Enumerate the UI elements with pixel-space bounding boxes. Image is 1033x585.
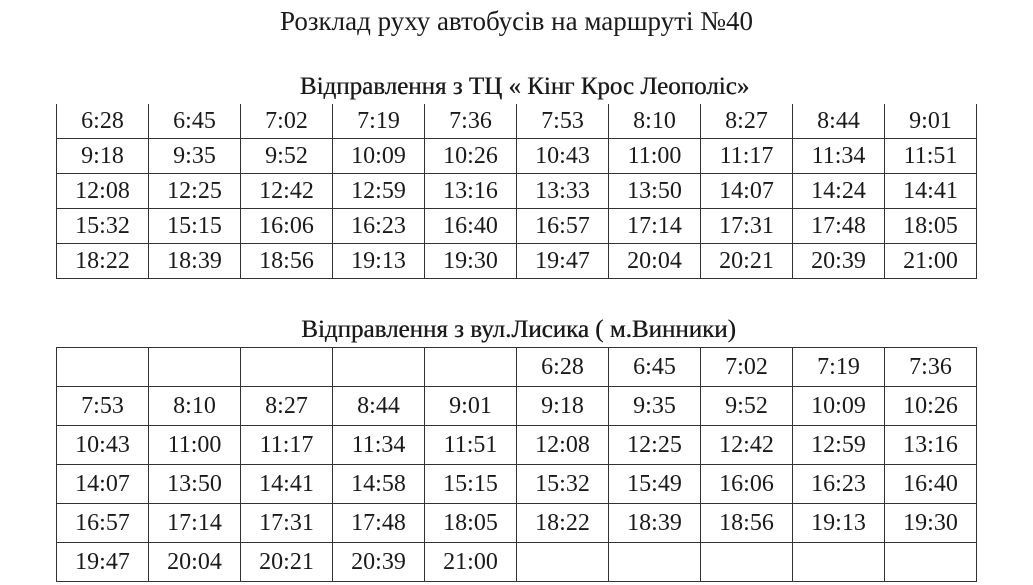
time-cell: 14:07 [57, 465, 149, 504]
time-cell: 13:50 [609, 174, 701, 209]
section2-heading: Відправлення з вул.Лисика ( м.Винники) [301, 316, 736, 343]
time-cell: 19:47 [517, 244, 609, 279]
time-cell: 17:14 [149, 504, 241, 543]
time-cell: 9:35 [609, 387, 701, 426]
time-cell: 19:30 [885, 504, 977, 543]
time-cell: 20:04 [609, 244, 701, 279]
time-cell: 18:05 [425, 504, 517, 543]
time-cell [885, 543, 977, 582]
time-cell: 9:18 [517, 387, 609, 426]
time-cell: 18:39 [609, 504, 701, 543]
page-title: Розклад руху автобусів на маршруті №40 [280, 6, 753, 36]
time-cell: 13:50 [149, 465, 241, 504]
time-cell: 9:01 [885, 104, 977, 139]
time-cell: 12:25 [149, 174, 241, 209]
schedule-table-section2 [56, 347, 977, 582]
time-cell: 10:43 [57, 426, 149, 465]
time-cell: 15:32 [57, 209, 149, 244]
table-row [57, 543, 977, 582]
time-cell: 18:56 [241, 244, 333, 279]
time-cell: 11:00 [149, 426, 241, 465]
time-cell: 13:16 [885, 426, 977, 465]
time-cell [793, 543, 885, 582]
time-cell: 8:44 [333, 387, 425, 426]
time-cell [425, 348, 517, 387]
time-cell: 21:00 [425, 543, 517, 582]
time-cell: 18:56 [701, 504, 793, 543]
time-cell [701, 543, 793, 582]
time-cell: 10:26 [885, 387, 977, 426]
time-cell: 7:02 [701, 348, 793, 387]
time-cell: 8:10 [609, 104, 701, 139]
time-cell: 11:00 [609, 139, 701, 174]
time-cell: 8:27 [241, 387, 333, 426]
time-cell: 10:43 [517, 139, 609, 174]
time-cell: 21:00 [885, 244, 977, 279]
table-row [57, 426, 977, 465]
time-cell: 6:28 [517, 348, 609, 387]
time-cell: 6:28 [57, 104, 149, 139]
time-cell: 15:32 [517, 465, 609, 504]
time-cell [609, 543, 701, 582]
time-cell: 15:49 [609, 465, 701, 504]
time-cell: 16:40 [425, 209, 517, 244]
time-cell: 12:59 [333, 174, 425, 209]
time-cell: 19:13 [793, 504, 885, 543]
time-cell: 16:23 [333, 209, 425, 244]
time-cell: 12:25 [609, 426, 701, 465]
time-cell: 18:39 [149, 244, 241, 279]
time-cell: 7:19 [333, 104, 425, 139]
table-row [57, 465, 977, 504]
time-cell: 20:39 [793, 244, 885, 279]
time-cell: 9:52 [701, 387, 793, 426]
time-cell: 17:31 [241, 504, 333, 543]
time-cell [241, 348, 333, 387]
time-cell: 7:36 [425, 104, 517, 139]
time-cell: 20:21 [241, 543, 333, 582]
table-row [57, 174, 977, 209]
time-cell: 8:27 [701, 104, 793, 139]
time-cell: 20:04 [149, 543, 241, 582]
schedule-table-section1 [56, 104, 977, 279]
time-cell: 15:15 [149, 209, 241, 244]
time-cell: 10:26 [425, 139, 517, 174]
time-cell: 10:09 [333, 139, 425, 174]
time-cell: 11:34 [333, 426, 425, 465]
time-cell: 9:35 [149, 139, 241, 174]
table-row [57, 139, 977, 174]
time-cell: 16:57 [57, 504, 149, 543]
time-cell: 12:08 [517, 426, 609, 465]
time-cell: 19:13 [333, 244, 425, 279]
time-cell: 16:06 [701, 465, 793, 504]
table-row [57, 244, 977, 279]
time-cell: 7:19 [793, 348, 885, 387]
time-cell [517, 543, 609, 582]
time-cell: 14:41 [241, 465, 333, 504]
time-cell: 11:17 [241, 426, 333, 465]
table-row [57, 348, 977, 387]
table-row [57, 209, 977, 244]
time-cell: 16:40 [885, 465, 977, 504]
time-cell: 18:22 [517, 504, 609, 543]
time-cell: 12:42 [701, 426, 793, 465]
time-cell: 6:45 [149, 104, 241, 139]
time-cell [149, 348, 241, 387]
time-cell: 11:17 [701, 139, 793, 174]
time-cell: 8:10 [149, 387, 241, 426]
time-cell: 17:14 [609, 209, 701, 244]
time-cell: 7:02 [241, 104, 333, 139]
time-cell: 12:42 [241, 174, 333, 209]
time-cell: 7:53 [517, 104, 609, 139]
section1-heading: Відправлення з ТЦ « Кінг Крос Леополіс» [299, 73, 750, 100]
time-cell: 17:48 [333, 504, 425, 543]
time-cell: 11:51 [425, 426, 517, 465]
time-cell: 14:41 [885, 174, 977, 209]
time-cell: 19:30 [425, 244, 517, 279]
time-cell: 17:48 [793, 209, 885, 244]
time-cell: 11:34 [793, 139, 885, 174]
time-cell: 11:51 [885, 139, 977, 174]
time-cell: 17:31 [701, 209, 793, 244]
time-cell [333, 348, 425, 387]
table-row [57, 504, 977, 543]
time-cell: 14:07 [701, 174, 793, 209]
time-cell: 9:18 [57, 139, 149, 174]
time-cell: 14:24 [793, 174, 885, 209]
time-cell: 13:16 [425, 174, 517, 209]
time-cell: 20:39 [333, 543, 425, 582]
time-cell: 7:53 [57, 387, 149, 426]
time-cell: 9:52 [241, 139, 333, 174]
time-cell: 16:57 [517, 209, 609, 244]
time-cell: 13:33 [517, 174, 609, 209]
table-row [57, 104, 977, 139]
time-cell: 19:47 [57, 543, 149, 582]
time-cell: 18:22 [57, 244, 149, 279]
time-cell: 16:23 [793, 465, 885, 504]
time-cell: 10:09 [793, 387, 885, 426]
time-cell [57, 348, 149, 387]
time-cell: 7:36 [885, 348, 977, 387]
time-cell: 20:21 [701, 244, 793, 279]
time-cell: 8:44 [793, 104, 885, 139]
time-cell: 9:01 [425, 387, 517, 426]
time-cell: 12:08 [57, 174, 149, 209]
time-cell: 15:15 [425, 465, 517, 504]
table-row [57, 387, 977, 426]
time-cell: 18:05 [885, 209, 977, 244]
time-cell: 12:59 [793, 426, 885, 465]
time-cell: 16:06 [241, 209, 333, 244]
time-cell: 14:58 [333, 465, 425, 504]
time-cell: 6:45 [609, 348, 701, 387]
